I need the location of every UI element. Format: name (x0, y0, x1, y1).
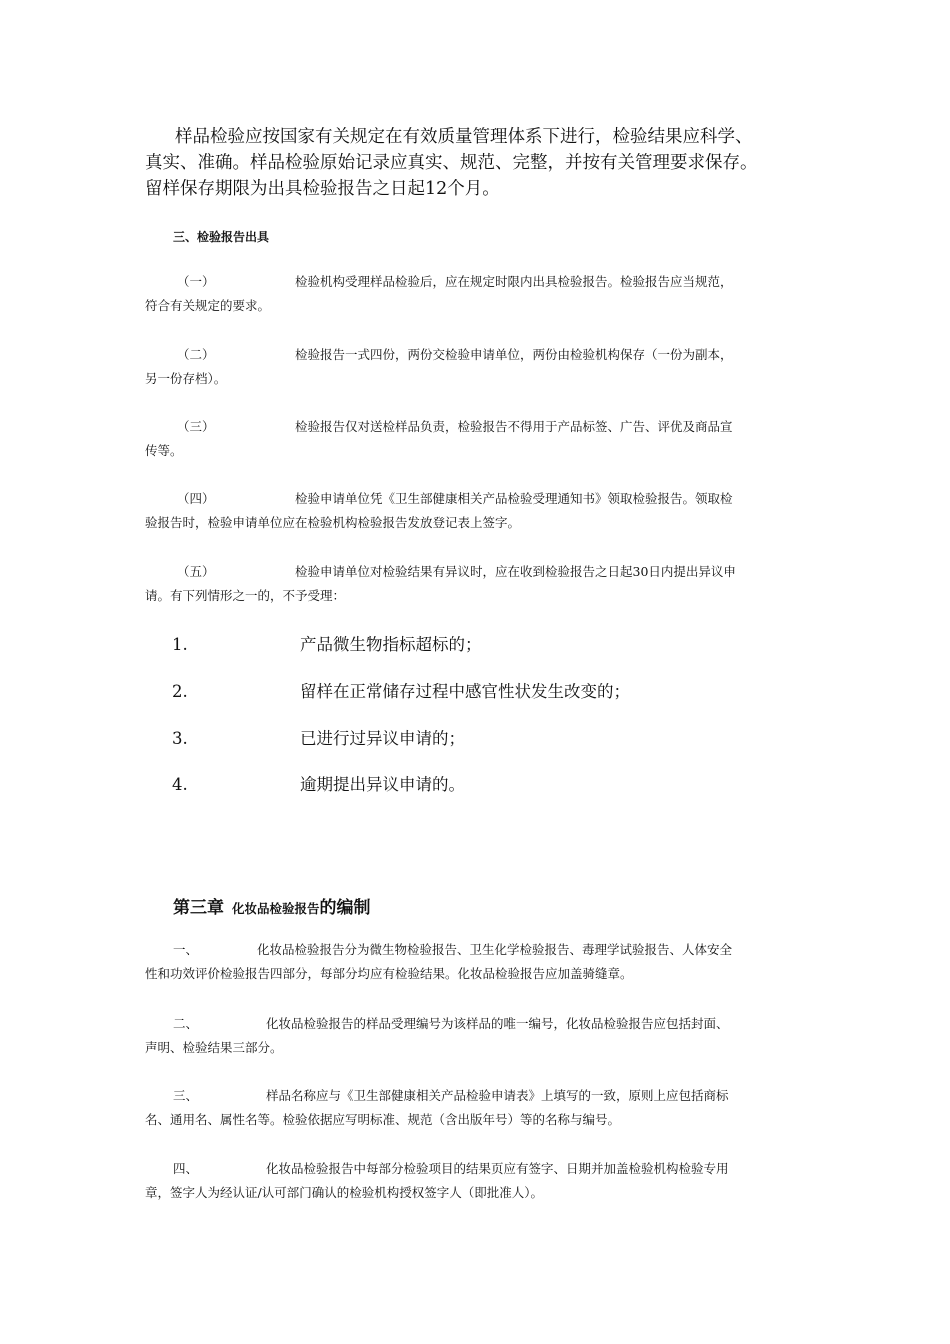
intro-line: 留样保存期限为出具检验报告之日起12个月。 (145, 179, 500, 199)
paragraph-label: （一） (177, 274, 215, 289)
paragraph-label: （五） (177, 564, 215, 579)
paragraph-label: （四） (177, 491, 215, 506)
list-item-text: 留样在正常储存过程中感官性状发生改变的； (300, 682, 630, 701)
list-item-text: 产品微生物指标超标的； (300, 635, 482, 654)
section-paragraph (145, 487, 815, 535)
paragraph-line: 声明、检验结果三部分。 (145, 1040, 283, 1055)
paragraph-label: 一、 (173, 942, 199, 957)
section-paragraph (145, 270, 815, 318)
paragraph-label: 二、 (173, 1016, 199, 1031)
chapter-title-part: 的编制 (319, 898, 371, 918)
paragraph-line: 检验报告仅对送检样品负责，检验报告不得用于产品标签、广告、评优及商品宣 (295, 419, 733, 434)
list-item-number: 4. (172, 775, 188, 794)
chapter-title (173, 893, 371, 918)
paragraph-line: 性和功效评价检验报告四部分，每部分均应有检验结果。化妆品检验报告应加盖骑缝章。 (145, 966, 633, 981)
intro-line: 真实、准确。样品检验原始记录应真实、规范、完整，并按有关管理要求保存。 (145, 153, 758, 173)
paragraph-line: 检验申请单位凭《卫生部健康相关产品检验受理通知书》领取检验报告。领取检 (295, 491, 733, 506)
chapter-paragraph (145, 1084, 815, 1132)
paragraph-line: 验报告时，检验申请单位应在检验机构检验报告发放登记表上签字。 (145, 515, 521, 530)
paragraph-label: 三、 (173, 1088, 199, 1103)
paragraph-label: （三） (177, 419, 215, 434)
paragraph-line: 化妆品检验报告的样品受理编号为该样品的唯一编号，化妆品检验报告应包括封面、 (266, 1016, 729, 1031)
chapter-title-part: 第三章 (173, 898, 224, 918)
paragraph-line: 检验申请单位对检验结果有异议时，应在收到检验报告之日起30日内提出异议申 (295, 564, 736, 579)
section-paragraph (145, 343, 815, 391)
paragraph-line: 请。有下列情形之一的，不予受理： (145, 588, 346, 603)
paragraph-line: 化妆品检验报告分为微生物检验报告、卫生化学检验报告、毒理学试验报告、人体安全 (257, 942, 733, 957)
section-paragraph (145, 560, 815, 608)
list-item-number: 1. (172, 635, 188, 654)
section-heading: 三、检验报告出具 (173, 230, 270, 244)
list-item-number: 3. (172, 729, 188, 748)
chapter-paragraph (145, 1157, 815, 1205)
paragraph-line: 另一份存档）。 (145, 371, 227, 386)
paragraph-line: 检验报告一式四份，两份交检验申请单位，两份由检验机构保存（一份为副本， (295, 347, 733, 362)
paragraph-line: 化妆品检验报告中每部分检验项目的结果页应有签字、日期并加盖检验机构检验专用 (266, 1161, 729, 1176)
section-paragraph (145, 415, 815, 463)
paragraph-line: 检验机构受理样品检验后，应在规定时限内出具检验报告。检验报告应当规范， (295, 274, 733, 289)
paragraph-line: 章，签字人为经认证/认可部门确认的检验机构授权签字人（即批准人）。 (145, 1185, 543, 1200)
paragraph-label: 四、 (173, 1161, 199, 1176)
paragraph-line: 名、通用名、属性名等。检验依据应写明标准、规范（含出版年号）等的名称与编号。 (145, 1112, 621, 1127)
chapter-paragraph (145, 938, 815, 986)
paragraph-label: （二） (177, 347, 215, 362)
paragraph-line: 传等。 (145, 443, 183, 458)
paragraph-line: 符合有关规定的要求。 (145, 298, 271, 313)
intro-line: 样品检验应按国家有关规定在有效质量管理体系下进行，检验结果应科学、 (175, 127, 753, 147)
intro-paragraph (145, 124, 825, 202)
list-item-number: 2. (172, 682, 188, 701)
list-item-text: 逾期提出异议申请的。 (300, 775, 465, 794)
chapter-title-part: 化妆品检验报告 (232, 901, 320, 916)
paragraph-line: 样品名称应与《卫生部健康相关产品检验申请表》上填写的一致，原则上应包括商标 (266, 1088, 729, 1103)
list-item-text: 已进行过异议申请的； (300, 729, 465, 748)
chapter-paragraph (145, 1012, 815, 1060)
